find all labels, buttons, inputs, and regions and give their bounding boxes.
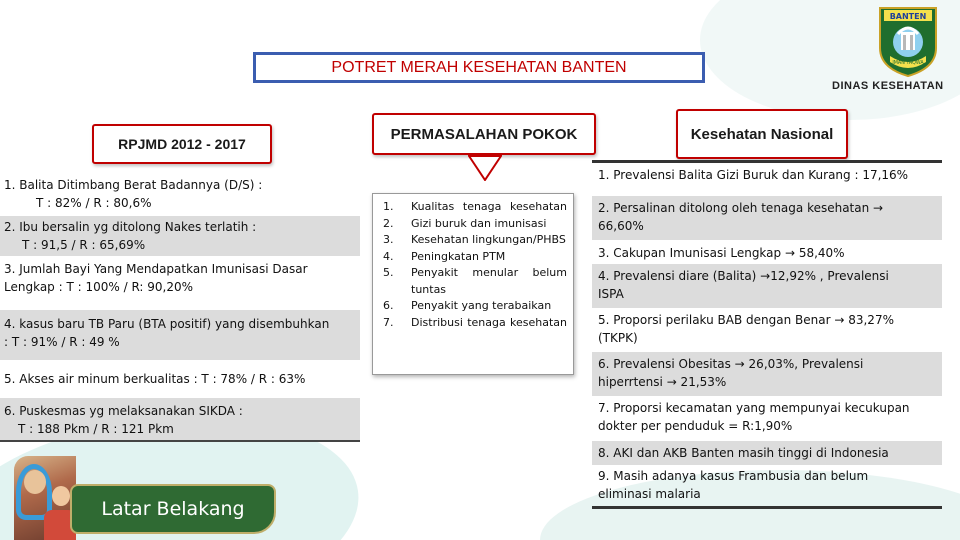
list-item-text: 9. Masih adanya kasus Frambusia dan belum (598, 469, 869, 483)
list-item-number: 6. (383, 299, 394, 312)
slide-title: POTRET MERAH KESEHATAN BANTEN (253, 52, 705, 83)
divider (592, 160, 942, 163)
list-item-text: 66,60% (598, 219, 644, 233)
list-item (592, 352, 942, 396)
list-item (383, 216, 567, 233)
rpjmd-item-text: 5. Akses air minum berkualitas : T : 78% / R : 63% (4, 372, 306, 386)
list-item-text: Penyakit yang terabaikan (411, 299, 552, 312)
list-item (383, 315, 567, 332)
nasional-header: Kesehatan Nasional (676, 109, 848, 159)
list-item-text: Penyakit menular belum tuntas (411, 266, 567, 296)
list-item-text: 8. AKI dan AKB Banten masih tinggi di Indonesia (598, 446, 889, 460)
rpjmd-item (0, 176, 360, 212)
list-item-text: 1. Prevalensi Balita Gizi Buruk dan Kurang : 17,16% (598, 168, 909, 182)
list-item-text: 7. Proporsi kecamatan yang mempunyai kecukupan (598, 401, 910, 415)
list-item-number: 3. (383, 233, 394, 246)
masalah-header: PERMASALAHAN POKOK (372, 113, 596, 155)
arrow-down-icon (468, 155, 502, 181)
rpjmd-item-value: T : 188 Pkm / R : 121 Pkm (18, 422, 174, 436)
rpjmd-header: RPJMD 2012 - 2017 (92, 124, 272, 164)
list-item-text: 5. Proporsi perilaku BAB dengan Benar → 83,27% (598, 313, 894, 327)
rpjmd-item (0, 310, 360, 360)
people-photo (14, 456, 76, 540)
rpjmd-item-text: 1. Balita Ditimbang Berat Badannya (D/S) : (4, 178, 263, 192)
list-item-number: 7. (383, 315, 394, 329)
divider (592, 506, 942, 509)
list-item-text: Kesehatan lingkungan/PHBS (411, 233, 566, 246)
list-item-text: (TKPK) (598, 331, 638, 345)
list-item-text: Kualitas tenaga kesehatan (411, 200, 567, 213)
list-item-number: 2. (383, 216, 394, 230)
list-item-text: eliminasi malaria (598, 487, 701, 501)
list-item (592, 311, 942, 347)
list-item (383, 265, 567, 298)
rpjmd-item (0, 216, 360, 256)
list-item-text: hiperrtensi → 21,53% (598, 375, 727, 389)
department-label: DINAS KESEHATAN (832, 80, 944, 92)
rpjmd-item-text: 3. Jumlah Bayi Yang Mendapatkan Imunisasi Dasar (4, 262, 308, 276)
list-item-text: Gizi buruk dan imunisasi (411, 216, 547, 230)
latar-belakang-button[interactable]: Latar Belakang (70, 484, 276, 534)
rpjmd-item-value: T : 91,5 / R : 65,69% (22, 238, 146, 252)
rpjmd-item-value: Lengkap : T : 100% / R: 90,20% (4, 280, 194, 294)
rpjmd-item-value: T : 82% / R : 80,6% (36, 196, 152, 210)
rpjmd-item-text: 2. Ibu bersalin yg ditolong Nakes terlatih : (4, 220, 257, 234)
rpjmd-item-value: : T : 91% / R : 49 % (4, 335, 120, 349)
rpjmd-item-text: 6. Puskesmas yg melaksanakan SIKDA : (4, 404, 243, 418)
banten-emblem-icon (876, 4, 940, 78)
list-item (383, 298, 567, 315)
list-item-text: 4. Prevalensi diare (Balita) →12,92% , Prevalensi (598, 269, 889, 283)
list-item-text: 2. Persalinan ditolong oleh tenaga kesehatan → (598, 201, 884, 215)
list-item (592, 244, 942, 262)
list-item (383, 249, 567, 266)
list-item (383, 199, 567, 216)
rpjmd-item (0, 260, 360, 296)
rpjmd-item (0, 370, 360, 388)
list-item-number: 4. (383, 249, 394, 263)
list-item (592, 166, 942, 184)
list-item-number: 5. (383, 266, 394, 279)
logo-bottom-text: IMAN TAQWA (892, 61, 924, 66)
list-item-text: ISPA (598, 287, 624, 301)
list-item-text: Distribusi tenaga kesehatan (411, 315, 567, 329)
rpjmd-item-text: 4. kasus baru TB Paru (BTA positif) yang disembuhkan (4, 317, 330, 331)
list-item (592, 399, 942, 435)
logo-top-text: BANTEN (889, 12, 927, 21)
list-item-text: dokter per penduduk = R:1,90% (598, 419, 793, 433)
list-item (592, 196, 942, 240)
list-item (592, 467, 942, 503)
masalah-list (372, 193, 574, 375)
list-item (592, 441, 942, 465)
list-item-number: 1. (383, 200, 394, 213)
rpjmd-item (0, 398, 360, 442)
list-item-text: 3. Cakupan Imunisasi Lengkap → 58,40% (598, 246, 845, 260)
list-item-text: 6. Prevalensi Obesitas → 26,03%, Prevalensi (598, 357, 864, 371)
list-item-text: Peningkatan PTM (411, 249, 506, 263)
list-item (383, 232, 567, 249)
list-item (592, 264, 942, 308)
